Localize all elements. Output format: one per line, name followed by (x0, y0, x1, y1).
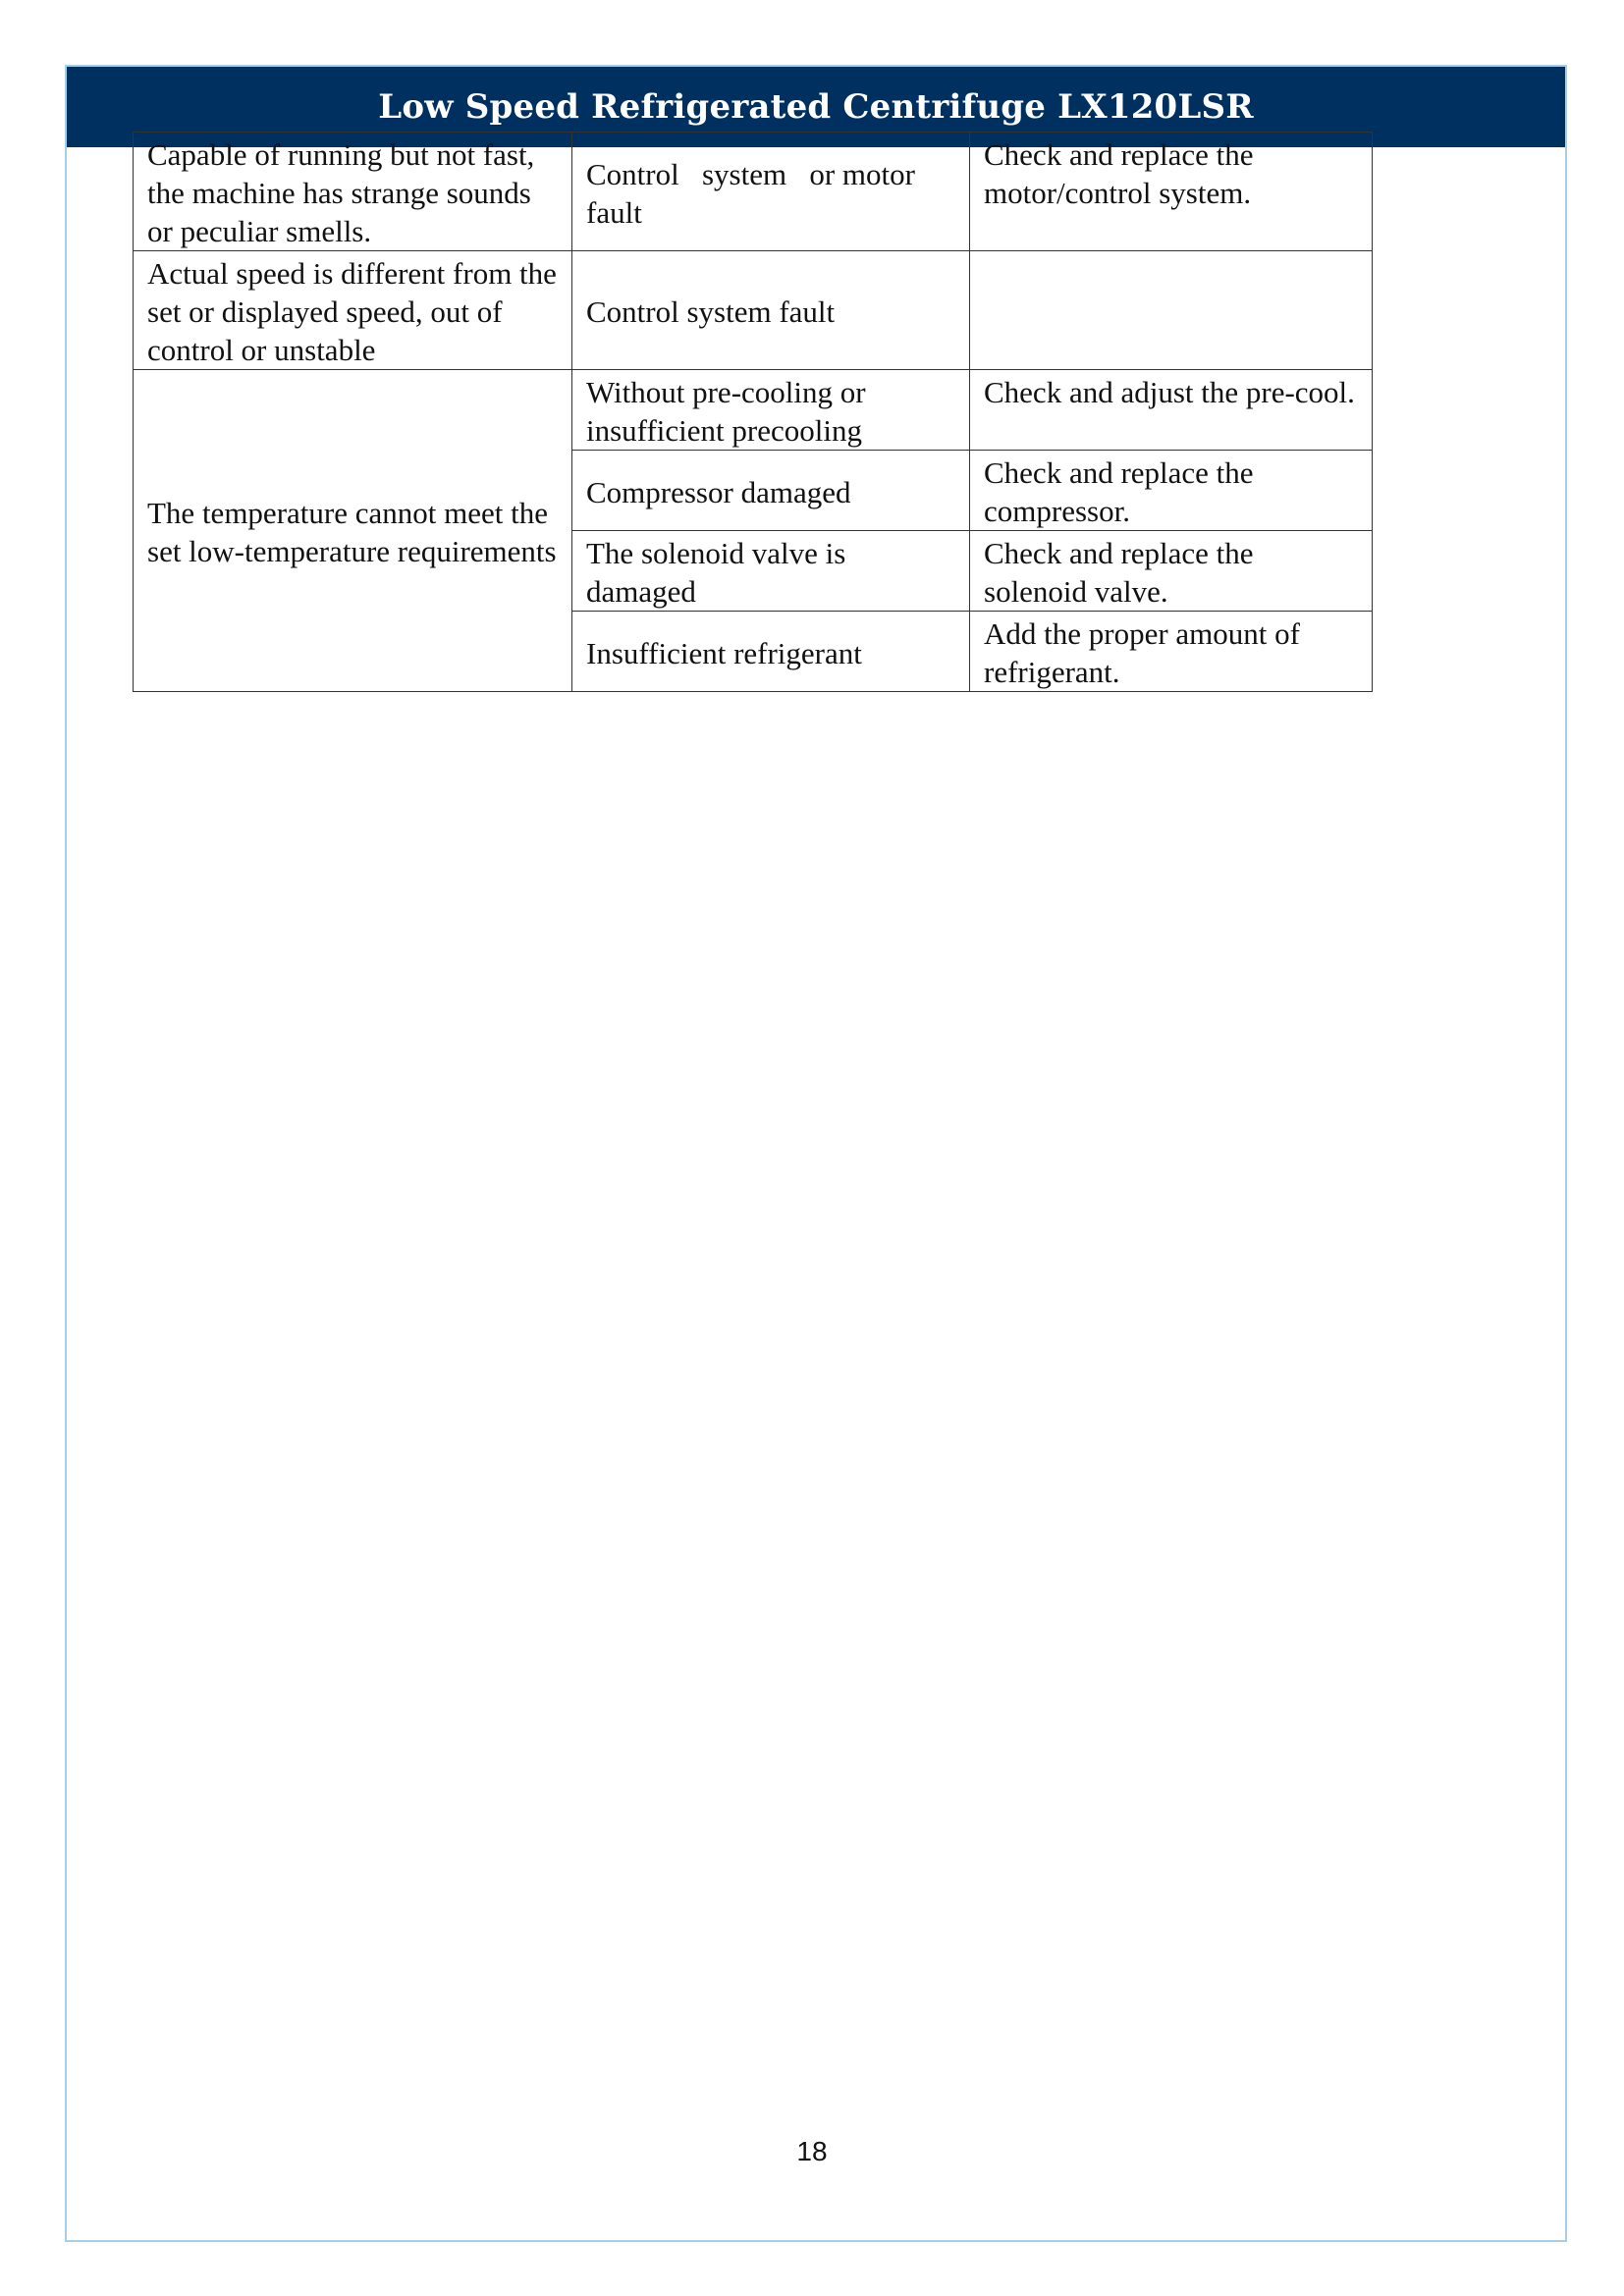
cause-cell: Insufficient refrigerant (572, 612, 970, 692)
solution-cell: Check and replace the solenoid valve. (970, 531, 1373, 612)
cause-cell: Control system fault (572, 251, 970, 370)
symptom-cell: Capable of running but not fast, the machine has strange sounds or peculiar smells. (134, 133, 572, 251)
solution-cell: Add the proper amount of refrigerant. (970, 612, 1373, 692)
cause-cell: Compressor damaged (572, 451, 970, 531)
table-row (134, 133, 1373, 251)
troubleshooting-table (133, 132, 1373, 692)
table-row (134, 370, 1373, 451)
symptom-cell: The temperature cannot meet the set low-temperature requirements (134, 370, 572, 692)
symptom-cell: Actual speed is different from the set or displayed speed, out of control or unstable (134, 251, 572, 370)
cause-cell: Control system or motor fault (572, 133, 970, 251)
solution-cell: Check and adjust the pre-cool. (970, 370, 1373, 451)
cause-cell: The solenoid valve is damaged (572, 531, 970, 612)
document-title: Low Speed Refrigerated Centrifuge LX120LSR (378, 87, 1254, 127)
cause-cell: Without pre-cooling or insufficient precooling (572, 370, 970, 451)
solution-cell (970, 251, 1373, 370)
page-number: 18 (796, 2136, 828, 2166)
solution-cell: Check and replace the compressor. (970, 451, 1373, 531)
table-row (134, 251, 1373, 370)
solution-cell: Check and replace the motor/control system. (970, 133, 1373, 251)
